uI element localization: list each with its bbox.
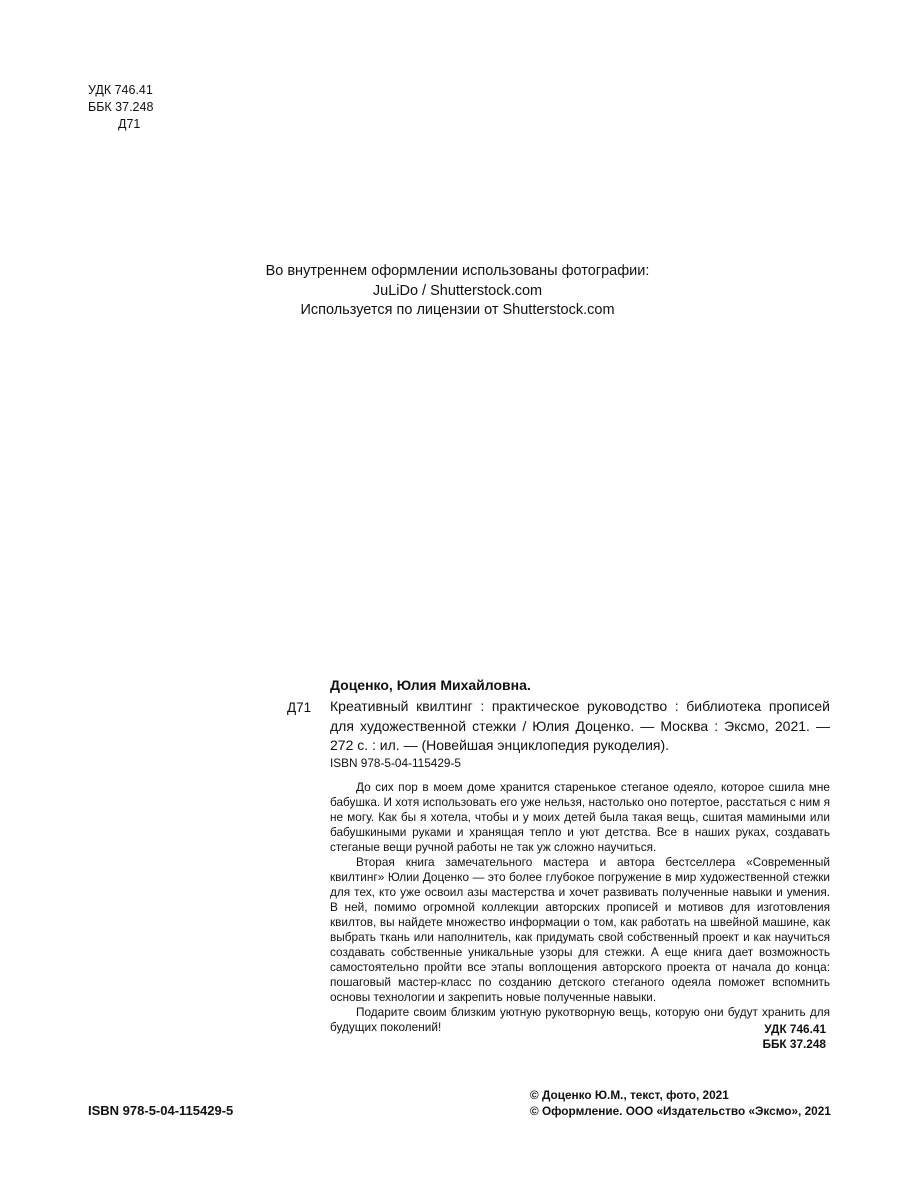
bbk-code: ББК 37.248	[88, 100, 154, 114]
bibliographic-description: Креативный квилтинг : практическое руководство : библиотека прописей для художественной стежки / Юлия Доценко. — Москва : Эксмо, 2021. — 272 с. : ил. — (Новейшая энциклопедия рукоделия).	[330, 698, 830, 753]
annotation	[330, 780, 830, 1035]
copyright-line-1: © Доценко Ю.М., текст, фото, 2021	[530, 1088, 729, 1102]
udk-code: УДК 746.41	[88, 83, 153, 97]
annotation-paragraph-2: Вторая книга замечательного мастера и автора бестселлера «Современный квилтинг» Юлии Доценко — это более глубокое погружение в мир художественной стежки для тех, кто уже освоил азы мастерства и хочет развивать полученные навыки и умения. В ней, помимо огромной коллекции авторских прописей и мотивов для изготовления квилтов, вы найдете множество информации о том, как работать на швейной машине, как выбрать ткань или наполнитель, как придумать свой собственный проект и как научиться создавать собственные уникальные узоры для стежки. А еще книга дает возможность самостоятельно пройти все этапы воплощения авторского проекта от начала до конца: пошаговый мастер-класс по созданию детского стеганого одеяла поможет вспомнить основы технологии и закрепить новые полученные навыки.	[330, 855, 830, 1004]
author-mark: Д71	[118, 117, 141, 131]
credits-line-2: JuLiDo / Shutterstock.com	[372, 282, 543, 299]
copyright-line-2: © Оформление. ООО «Издательство «Эксмо», 2021	[530, 1104, 831, 1118]
bottom-udk: УДК 746.41	[764, 1022, 826, 1036]
annotation-paragraph-3: Подарите своим близким уютную рукотворную вещь, которую они будут хранить для будущих поколений!	[330, 1005, 830, 1034]
record-isbn: ISBN 978-5-04-115429-5	[330, 756, 461, 770]
credits-line-1: Во внутреннем оформлении использованы фотографии:	[265, 263, 650, 279]
credits-line-3: Используется по лицензии от Shutterstock.com	[300, 302, 615, 318]
author-name: Доценко, Юлия Михайловна.	[330, 677, 531, 693]
photo-credits	[0, 262, 915, 321]
isbn: ISBN 978-5-04-115429-5	[88, 1103, 234, 1118]
copyright-block	[530, 1087, 831, 1119]
bottom-bbk: ББК 37.248	[762, 1037, 826, 1051]
annotation-paragraph-1: До сих пор в моем доме хранится старенькое стеганое одеяло, которое сшила мне бабушка. И хотя использовать его уже нельзя, настолько оно потертое, расстаться с ним я не могу. Как бы я хотела, чтобы и у моих детей была такая вещь, сшитая мамиными или бабушкиными руками и хранящая тепло и уют детства. Все в наших руках, создавать стеганые вещи ручной работы не так уж сложно научиться.	[330, 780, 830, 854]
record-author-mark: Д71	[287, 700, 312, 715]
bottom-classification	[600, 1022, 826, 1052]
classification-block	[88, 82, 153, 133]
